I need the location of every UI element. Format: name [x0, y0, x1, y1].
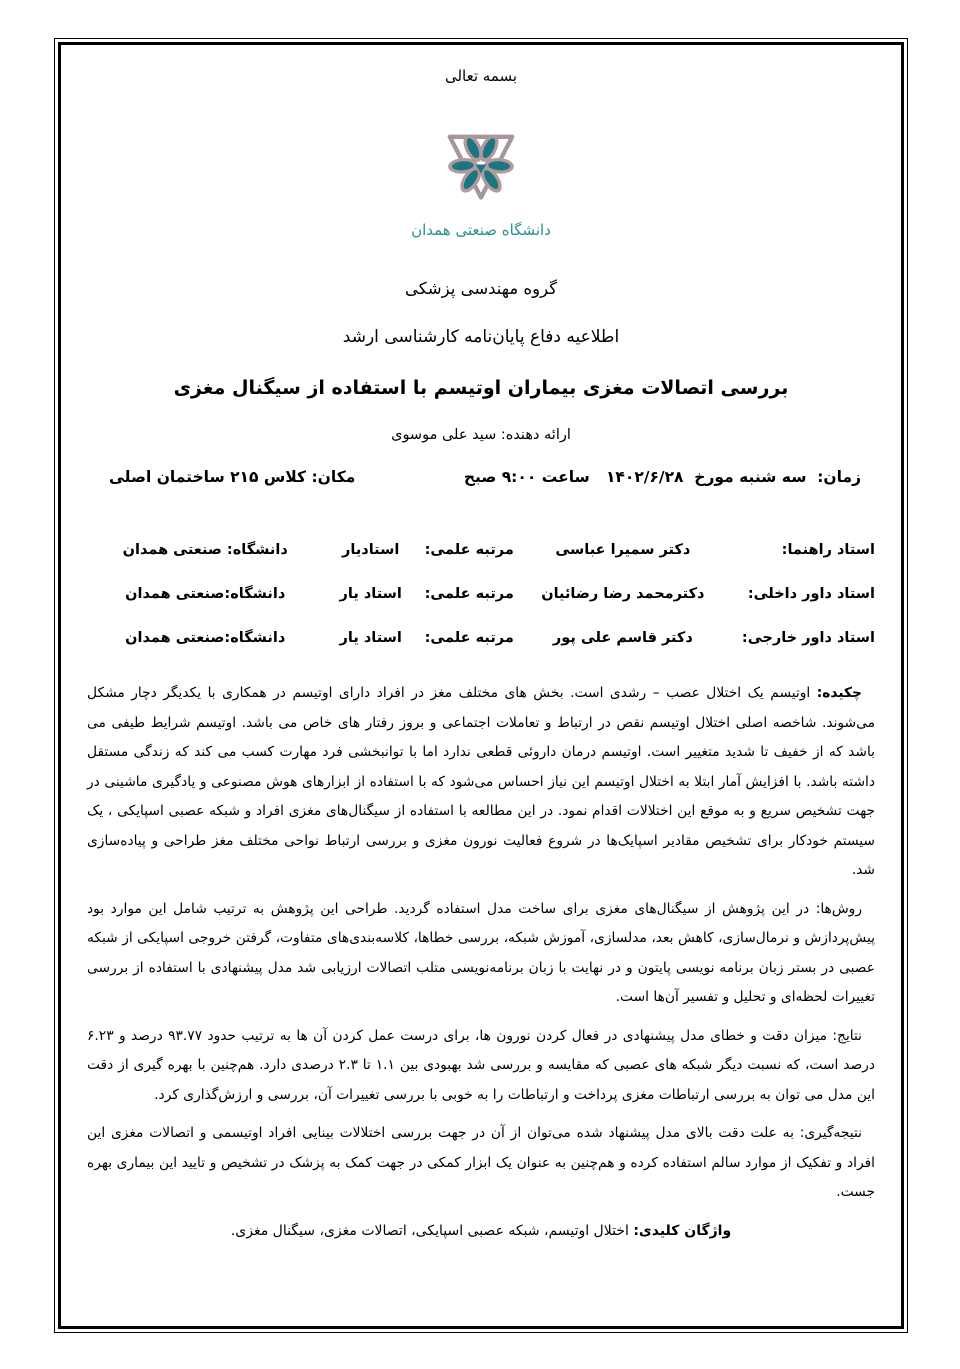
rank-value: استاد یار	[339, 630, 402, 646]
university-logo-icon	[429, 119, 533, 217]
thesis-title: بررسی اتصالات مغزی بیماران اوتیسم با استفاده از سیگنال مغزی	[173, 377, 789, 399]
presenter-label: ارائه دهنده:	[500, 427, 571, 443]
committee-role: استاد داور داخلی:	[747, 586, 875, 602]
bismillah-text: بسمه تعالی	[444, 67, 518, 85]
keywords-line	[87, 1217, 875, 1246]
member-university: دانشگاه:صنعتی همدان	[125, 630, 286, 646]
university-name: دانشگاه صنعتی همدان	[411, 221, 551, 239]
methods-text: در این پژوهش از سیگنال‌های مغزی برای ساخت مدل استفاده گردید. طراحی این پژوهش به ترتیب شامل این موارد بود پیش‌پردازش و نرمال‌سازی، کاهش بعد، مدلسازی، آموزش شبکه، بررسی خطاها، کلاسه‌بندی‌های متفاوت، گرفتن خروجی اسپایکی از شبکه عصبی در بستر زبان برنامه نویسی پایتون و در نهایت با زبان برنامه‌نویسی متلب اتصالات ارزیابی شد مدل پیشنهادی با استفاده از بررسی تغییرات لحظه‌ای و تحلیل و تفسیر آن‌ها است.	[87, 900, 875, 1005]
rank-label: مرتبه علمی:	[424, 586, 514, 602]
keywords-label: واژگان کلیدی:	[633, 1222, 732, 1239]
member-university: دانشگاه:صنعتی همدان	[125, 586, 286, 602]
committee-role: استاد راهنما:	[781, 542, 875, 558]
methods-paragraph	[87, 895, 875, 1013]
results-label: نتایج:	[832, 1027, 862, 1044]
committee-role: استاد داور خارجی:	[741, 630, 875, 646]
table-row	[87, 586, 875, 602]
schedule-row	[87, 468, 875, 486]
methods-label: روش‌ها:	[815, 900, 862, 917]
department-name: گروه مهندسی پزشکی	[404, 279, 558, 298]
defense-announcement-line: اطلاعیه دفاع پایان‌نامه کارشناسی ارشد	[342, 327, 620, 347]
rank-label: مرتبه علمی:	[424, 630, 514, 646]
table-row	[87, 630, 875, 646]
rank-value: استادیار	[342, 542, 400, 558]
conclusion-paragraph	[87, 1119, 875, 1208]
rank-value: استاد یار	[339, 586, 402, 602]
keywords-text: اختلال اوتیسم، شبکه عصبی اسپایکی، اتصالات مغزی، سیگنال مغزی.	[230, 1222, 629, 1239]
abstract-paragraph	[87, 679, 875, 886]
results-paragraph	[87, 1022, 875, 1111]
conclusion-label: نتیجه‌گیری:	[799, 1125, 862, 1141]
location-text: مکان: کلاس ۲۱۵ ساختمان اصلی	[109, 468, 356, 486]
table-row	[87, 542, 875, 558]
results-text: میزان دقت و خطای مدل پیشنهادی در فعال کردن نورون ها، برای درست عمل کردن آن ها به ترتیب حدود ۹۳.۷۷ درصد و ۶.۲۳ درصد است، که نسبت دیگر شبکه های عصبی که مقایسه و بررسی شد بهبودی بین ۱.۱ تا ۲.۳ درصدی دارد. هم‌چنین با بهره گیری از دقت این مدل می توان به بررسی ارتباطات مغزی پرداخت و ارتباطات را به خوبی با بررسی تغییرات آن، بررسی و ارزش‌گذاری کرد.	[87, 1027, 875, 1103]
committee-member-name: دکتر قاسم علی پور	[552, 630, 693, 646]
rank-label: مرتبه علمی:	[424, 542, 514, 558]
committee-member-name: دکتر سمیرا عباسی	[555, 542, 691, 558]
member-university: دانشگاه: صنعتی همدان	[122, 542, 288, 558]
page-frame	[58, 42, 904, 1329]
presenter-name: سید علی موسوی	[391, 427, 497, 443]
abstract-block	[87, 679, 875, 1246]
page-border	[54, 38, 908, 1333]
conclusion-text: به علت دقت بالای مدل پیشنهاد شده می‌توان از آن در جهت بررسی اختلالات بینایی افراد اوتیسمی و اتصالات مغزی این افراد و تفکیک از موارد سالم استفاده کرده و هم‌چنین به عنوان یک ابزار کمکی در جهت کمک به پزشک در تشخیص و تایید این بیماری بهره جست.	[87, 1125, 875, 1200]
university-logo	[87, 119, 875, 217]
abstract-label: چکیده:	[816, 685, 862, 701]
committee-table	[87, 542, 875, 646]
presenter-line	[87, 427, 875, 443]
abstract-text: اوتیسم یک اختلال عصب – رشدی است. بخش های مختلف مغز در افراد دارای اوتیسم در همکاری با یکدیگر دچار مشکل می‌شوند. شاخصه اصلی اختلال اوتیسم نقص در ارتباط و تعاملات اجتماعی و بروز رفتار های خاص می باشد. اوتیسم شرایط طیفی می باشد که از خفیف تا شدید متغییر است. اوتیسم درمان داروئی قطعی ندارد اما با توانبخشی فرد مهارت کسب می کند که زندگی مستقل داشته باشد. با افزایش آمار ابتلا به اختلال اوتیسم این نیاز احساس می‌شود که با استفاده از ابزارهای هوش مصنوعی و یادگیری ماشینی در جهت تشخیص سریع و به موقع این اختلالات اقدام نمود. در این مطالعه با استفاده از سیگنال‌های مغزی افراد و شبکه عصبی اسپایکی ، یک سیستم خودکار برای تشخیص مقادیر اسپایک‌ها در شروع فعالیت نورون مغزی و بررسی ارتباط نواحی مختلف مغز طراحی و پیاده‌سازی شد.	[87, 685, 875, 878]
committee-member-name: دکترمحمد رضا رضائیان	[541, 586, 705, 602]
time-text: زمان: سه شنبه مورخ ۱۴۰۲/۶/۲۸ ساعت ۹:۰۰ صبح	[463, 468, 861, 486]
